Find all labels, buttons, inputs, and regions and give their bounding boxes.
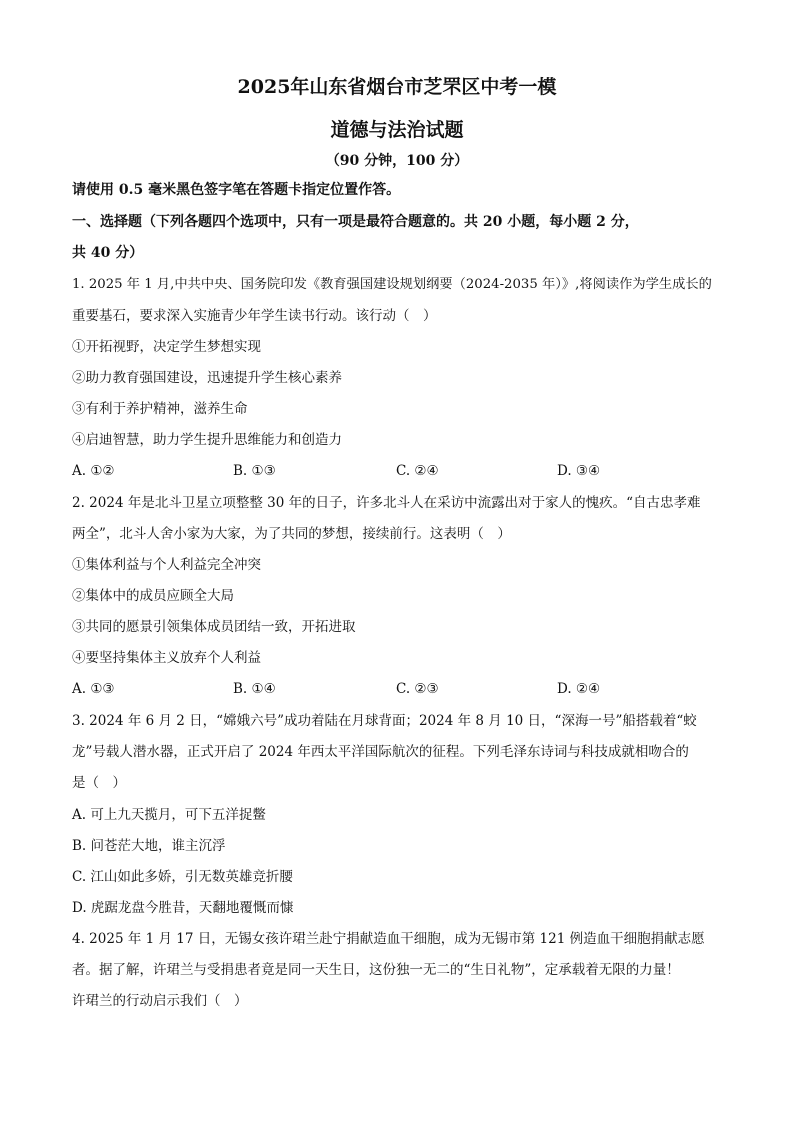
- q1-statement-3: ③有利于养护精神，滋养生命: [72, 401, 248, 417]
- q2-option-a: A. ①③: [72, 681, 115, 697]
- q4-stem-line3: 许珺兰的行动启示我们（ ）: [72, 993, 248, 1009]
- q2-statement-1: ①集体利益与个人利益完全冲突: [72, 557, 261, 573]
- q2-statement-3: ③共同的愿景引领集体成员团结一致，开拓进取: [72, 619, 356, 635]
- q1-option-b: B. ①③: [233, 463, 276, 479]
- section-heading-line2: 共 40 分）: [72, 245, 144, 261]
- q4-stem-line1: 4. 2025 年 1 月 17 日，无锡女孩许珺兰赴宁捐献造血干细胞，成为无锡市第 121 例造血干细胞捐献志愿: [72, 931, 705, 947]
- q3-option-a: A. 可上九天揽月，可下五洋捉鳖: [72, 807, 266, 823]
- q2-statement-4: ④要坚持集体主义放弃个人利益: [72, 650, 261, 666]
- q2-option-b: B. ①④: [233, 681, 276, 697]
- q3-stem-line1: 3. 2024 年 6 月 2 日，“嫦娥六号”成功着陆在月球背面；2024 年 8 月 10 日，“深海一号”船搭载着“蛟: [72, 713, 697, 729]
- q1-option-a: A. ①②: [72, 463, 115, 479]
- q1-option-d: D. ③④: [557, 463, 601, 479]
- q3-option-c: C. 江山如此多娇，引无数英雄竞折腰: [72, 869, 293, 885]
- q1-statement-1: ①开拓视野，决定学生梦想实现: [72, 339, 261, 355]
- section-heading-line1: 一、选择题（下列各题四个选项中，只有一项是最符合题意的。共 20 小题，每小题 2 分，: [72, 214, 639, 230]
- q2-stem-line2: 两全”，北斗人舍小家为大家，为了共同的梦想，接续前行。这表明（ ）: [72, 526, 511, 542]
- exam-subject: 道德与法治试题: [330, 119, 464, 141]
- q3-option-d: D. 虎踞龙盘今胜昔，天翻地覆慨而慷: [72, 900, 294, 916]
- q2-option-d: D. ②④: [557, 681, 601, 697]
- q2-statement-2: ②集体中的成员应顾全大局: [72, 588, 234, 604]
- q1-statement-2: ②助力教育强国建设，迅速提升学生核心素养: [72, 370, 342, 386]
- instruction: 请使用 0.5 毫米黑色签字笔在答题卡指定位置作答。: [72, 182, 401, 198]
- q1-stem-line2: 重要基石，要求深入实施青少年学生读书行动。该行动（ ）: [72, 308, 437, 324]
- q2-option-c: C. ②③: [396, 681, 439, 697]
- exam-meta: （90 分钟，100 分）: [325, 153, 469, 169]
- exam-title: 2025年山东省烟台市芝罘区中考一模: [237, 76, 557, 98]
- q3-stem-line3: 是（ ）: [72, 775, 126, 791]
- q1-statement-4: ④启迪智慧，助力学生提升思维能力和创造力: [72, 432, 342, 448]
- q2-stem-line1: 2. 2024 年是北斗卫星立项整整 30 年的日子，许多北斗人在采访中流露出对于家人的愧疚。“自古忠孝难: [72, 495, 701, 511]
- q1-stem-line1: 1. 2025 年 1 月,中共中央、国务院印发《教育强国建设规划纲要（2024-2035 年）》,将阅读作为学生成长的: [72, 277, 712, 292]
- q3-stem-line2: 龙”号载人潜水器，正式开启了 2024 年西太平洋国际航次的征程。下列毛泽东诗词与科技成就相吻合的: [72, 744, 689, 760]
- q4-stem-line2: 者。据了解，许珺兰与受捐患者竟是同一天生日，这份独一无二的“生日礼物”，定承载着无限的力量！: [72, 962, 680, 978]
- q3-option-b: B. 问苍茫大地，谁主沉浮: [72, 838, 226, 854]
- q1-option-c: C. ②④: [396, 463, 439, 479]
